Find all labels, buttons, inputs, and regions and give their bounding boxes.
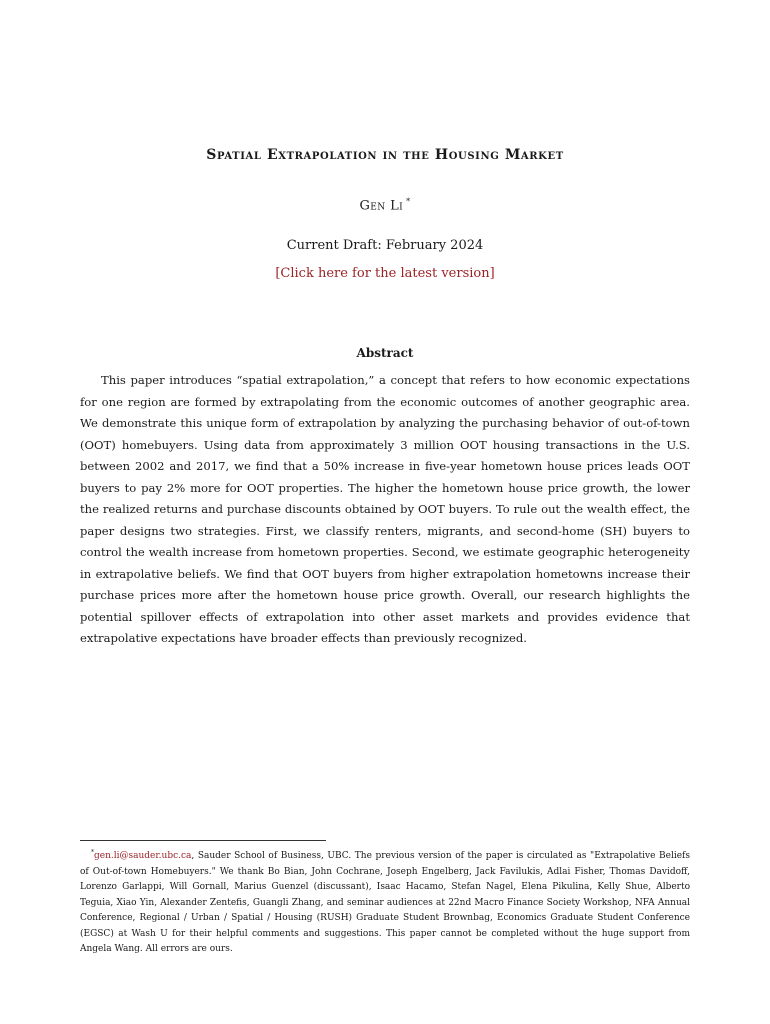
author-footnote-mark[interactable]: *	[406, 197, 411, 206]
abstract-heading: Abstract	[356, 346, 414, 360]
footnote-divider	[80, 840, 326, 841]
footnote	[80, 845, 690, 958]
author-name: Gen Li	[359, 198, 404, 214]
paper-title: Spatial Extrapolation in the Housing Market	[206, 147, 564, 163]
footnote-text: , Sauder School of Business, UBC. The previous version of the paper is circulated as "Extrapolative Beliefs of Out-of-town Homebuyers." We thank Bo Bian, John Cochrane, Joseph Engelberg, Jack Favilukis, Adlai Fisher, Thomas Davidoff, Lorenzo Garlappi, Will Gornall, Marius Guenzel (discussant), Isaac Hacamo, Stefan Nagel, Elena Pikulina, Kelly Shue, Alberto Teguia, Xiao Yin, Alexander Zentefis, Guangli Zhang, and seminar audiences at 22nd Macro Finance Society Workshop, NFA Annual Conference, Regional / Urban / Spatial / Housing (RUSH) Graduate Student Brownbag, Economics Graduate Student Conference (EGSC) at Wash U for their helpful comments and suggestions. This paper cannot be completed without the huge support from Angela Wang. All errors are ours.	[80, 851, 690, 954]
latest-version-link[interactable]: [Click here for the latest version]	[275, 266, 495, 281]
footnote-mark: *	[91, 849, 94, 856]
draft-date: Current Draft: February 2024	[286, 238, 484, 253]
author-email-link[interactable]: gen.li@sauder.ubc.ca	[94, 851, 192, 861]
abstract-body: This paper introduces “spatial extrapolation,” a concept that refers to how economic expectations for one region are formed by extrapolating from the economic outcomes of another geographic area. We demonstrate this unique form of extrapolation by analyzing the purchasing behavior of out-of-town (OOT) homebuyers. Using data from approximately 3 million OOT housing transactions in the U.S. between 2002 and 2017, we find that a 50% increase in five-year hometown house prices leads OOT buyers to pay 2% more for OOT properties. The higher the hometown house price growth, the lower the realized returns and purchase discounts obtained by OOT buyers. To rule out the wealth effect, the paper designs two strategies. First, we classify renters, migrants, and second-home (SH) buyers to control the wealth increase from hometown properties. Second, we estimate geographic heterogeneity in extrapolative beliefs. We find that OOT buyers from higher extrapolation hometowns increase their purchase prices more after the hometown house price growth. Overall, our research highlights the potential spillover effects of extrapolation into other asset markets and provides evidence that extrapolative expectations have broader effects than previously recognized.	[80, 373, 690, 645]
author-line	[0, 197, 770, 213]
